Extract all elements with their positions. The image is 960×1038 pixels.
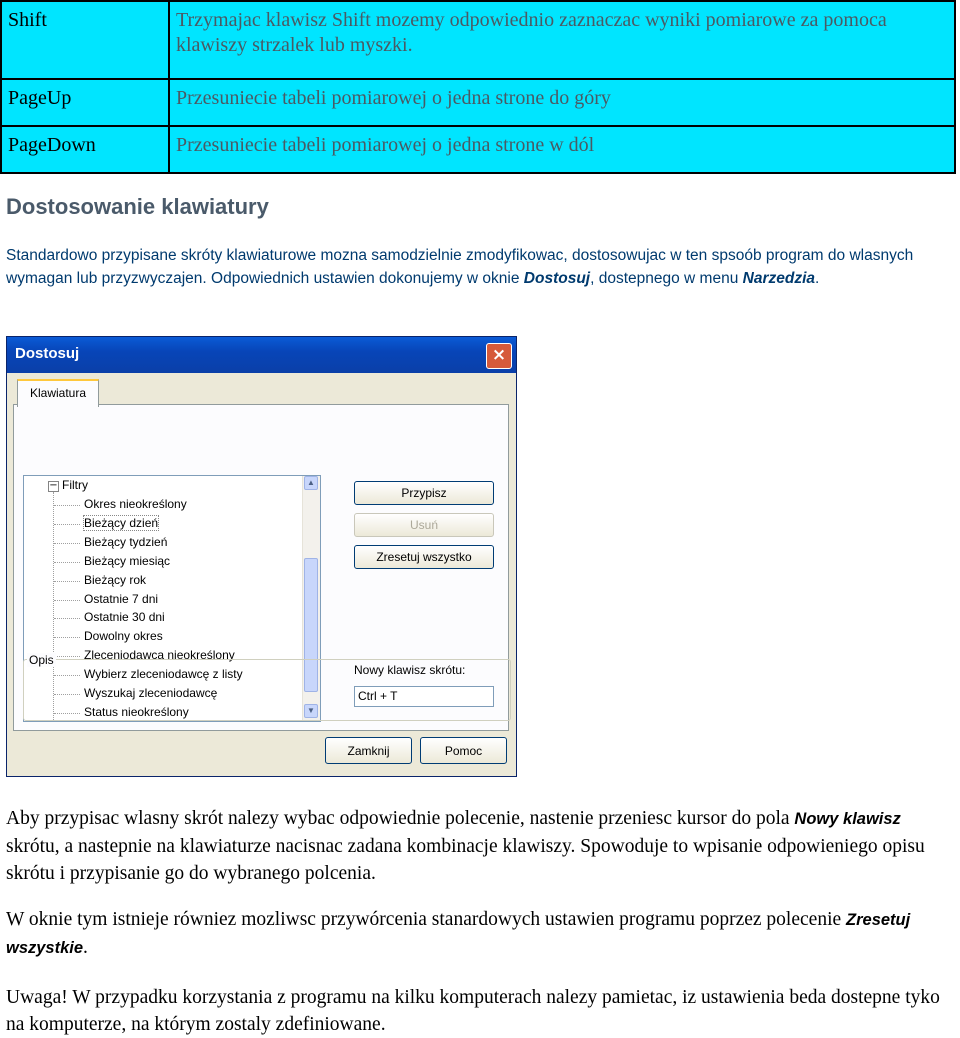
tree-root[interactable]: Filtry [62, 478, 88, 492]
section-heading: Dostosowanie klawiatury [6, 194, 269, 219]
table-row [1, 126, 955, 173]
body-paragraph-1 [6, 805, 946, 887]
intro-text: , dostepnego w menu [590, 270, 743, 287]
tree-guide-line [54, 656, 80, 657]
tree-guide-line [54, 562, 80, 563]
intro-paragraph [6, 244, 936, 290]
tree-guide-line [54, 581, 80, 582]
shortcut-key: PageUp [1, 79, 169, 126]
body-text: . [83, 937, 88, 958]
close-button[interactable]: Zamknij [325, 737, 412, 764]
close-icon[interactable]: × [486, 343, 512, 369]
tree-guide-line [54, 524, 80, 525]
tree-item[interactable]: Status nieokreślony [84, 704, 189, 719]
intro-menu-name: Narzedzia [742, 270, 816, 287]
intro-text: Standardowo przypisane skróty klawiaturowe mozna samodzielnie zmodyfikowac, dostosowujac w ten spsoób program do wlasnych wymagan lub przyzwyczajen. Odpowiednich ustawien dokonujemy w oknie [6, 247, 914, 287]
tree-guide-line [54, 600, 80, 601]
body-field-name: Nowy klawisz [794, 810, 901, 828]
body-paragraph-2 [6, 906, 946, 962]
shortcut-key: PageDown [1, 126, 169, 173]
tree-guide-line [54, 637, 80, 638]
tree-item[interactable]: Okres nieokreślony [84, 497, 187, 511]
body-text: W oknie tym istnieje równiez mozliwsc przywórcenia stanardowych ustawien programu poprzez polecenie [6, 909, 847, 930]
description-group [23, 659, 511, 721]
scroll-up-icon[interactable]: ▲ [304, 476, 318, 490]
body-text: Aby przypisac wlasny skrót nalezy wybac odpowiednie polecenie, nastenie przeniesc kursor do pola [6, 808, 795, 829]
tree-item[interactable]: Dowolny okres [84, 629, 163, 644]
tree-item[interactable]: Bieżący rok [84, 572, 147, 587]
reset-all-button[interactable]: Zresetuj wszystko [354, 545, 494, 569]
shortcut-description: Przesuniecie tabeli pomiarowej o jedna strone do góry [169, 79, 955, 126]
new-shortcut-label: Nowy klawisz skrótu: [354, 663, 466, 677]
tab-keyboard[interactable]: Klawiatura [17, 379, 99, 407]
table-row [1, 1, 955, 79]
tree-item[interactable]: Wybierz zleceniodawcę z listy [84, 667, 243, 682]
tree-guide-line [54, 543, 80, 544]
new-shortcut-input[interactable]: Ctrl + T [354, 686, 494, 707]
shortcut-description: Przesuniecie tabeli pomiarowej o jedna strone w dól [169, 126, 955, 173]
scroll-down-icon[interactable]: ▼ [304, 704, 318, 718]
body-paragraph-3: Uwaga! W przypadku korzystania z programu na kilku komputerach nalezy pamietac, iz ustawienia beda dostepne tyko na komputerze, na którym zostaly zdefiniowane. [6, 987, 940, 1035]
tree-guide-line [54, 505, 80, 506]
dialog-title: Dostosuj [15, 345, 80, 362]
tree-item[interactable]: Zleceniodawca nieokreślony [84, 648, 235, 663]
shortcut-description: Trzymajac klawisz Shift mozemy odpowiednio zaznaczac wyniki pomiarowe za pomoca klawiszy strzalek lub myszki. [169, 1, 955, 79]
tree-guide-line [54, 618, 80, 619]
table-row [1, 79, 955, 126]
intro-window-name: Dostosuj [523, 270, 591, 287]
body-text: skrótu, a nastepnie na klawiaturze nacisnac zadana kombinacje klawiszy. Spowoduje to wpisanie odpowieniego opisu skrótu i przypisanie go do wybranego polcenia. [6, 836, 925, 884]
customize-dialog [6, 336, 517, 777]
help-button[interactable]: Pomoc [420, 737, 507, 764]
tree-item[interactable]: Ostatnie 7 dni [84, 591, 159, 606]
tree-item[interactable]: Bieżący miesiąc [84, 553, 171, 568]
dialog-titlebar[interactable] [7, 337, 516, 373]
body-command-name: Zresetuj wszystkie [6, 911, 911, 957]
remove-button[interactable]: Usuń [354, 513, 494, 537]
shortcut-key: Shift [1, 1, 169, 79]
description-label: Opis [29, 653, 54, 667]
tree-item[interactable]: Ostatnie 30 dni [84, 610, 165, 625]
tree-item[interactable]: Bieżący dzień [84, 515, 159, 530]
intro-text: . [815, 270, 820, 287]
tree-item[interactable]: Wyszukaj zleceniodawcę [84, 686, 218, 700]
collapse-icon[interactable]: − [49, 480, 58, 491]
tree-item[interactable]: Bieżący tydzień [84, 534, 168, 549]
keyboard-shortcut-table [0, 0, 956, 174]
assign-button[interactable]: Przypisz [354, 481, 494, 505]
